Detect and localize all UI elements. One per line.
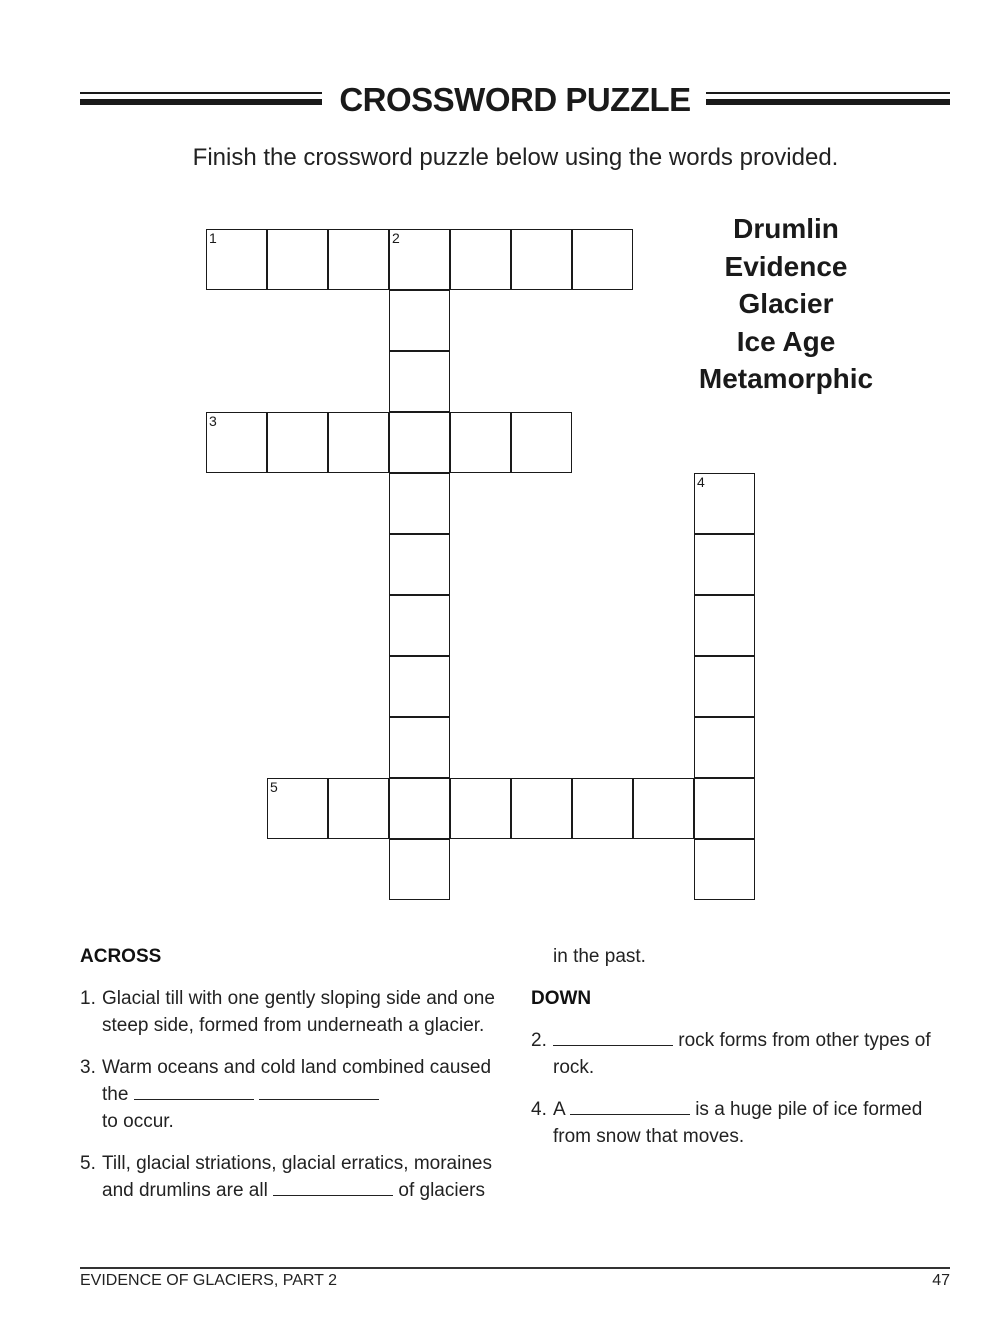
- crossword-cell[interactable]: [206, 412, 267, 473]
- footer-rule: [80, 1267, 950, 1269]
- crossword-cell[interactable]: [389, 595, 450, 656]
- crossword-cell[interactable]: [694, 534, 755, 595]
- clue-text-after: of glaciers: [398, 1180, 485, 1201]
- clue-number: 5: [270, 779, 278, 795]
- crossword-cell[interactable]: [267, 412, 328, 473]
- clue-number: 1: [209, 230, 217, 246]
- clue-text-continuation: in the past.: [553, 946, 646, 967]
- answer-blank[interactable]: [134, 1081, 254, 1100]
- clue-across-5-continued: [531, 943, 961, 970]
- across-heading: ACROSS: [80, 946, 162, 967]
- title-row: [80, 80, 950, 120]
- answer-blank[interactable]: [273, 1177, 393, 1196]
- clue-text-after: to occur.: [102, 1111, 174, 1132]
- clue-text-after: is a huge pile of ice formed from snow that moves.: [553, 1099, 923, 1147]
- crossword-cell[interactable]: [694, 595, 755, 656]
- crossword-cell[interactable]: [450, 229, 511, 290]
- clue-text-before: Warm oceans and cold land combined caused the: [102, 1057, 492, 1105]
- crossword-cell[interactable]: [511, 412, 572, 473]
- word-bank-item: Ice Age: [736, 325, 836, 357]
- crossword-cell[interactable]: [694, 717, 755, 778]
- clue-number: 2: [392, 230, 400, 246]
- crossword-cell[interactable]: [389, 717, 450, 778]
- answer-blank[interactable]: [553, 1027, 673, 1046]
- crossword-cell[interactable]: [389, 473, 450, 534]
- crossword-cell[interactable]: [511, 229, 572, 290]
- crossword-cell[interactable]: [328, 778, 389, 839]
- title-rule-right: [706, 92, 950, 106]
- clue-text: Glacial till with one gently sloping side and one steep side, formed from underneath a glacier.: [102, 988, 495, 1036]
- page-title: CROSSWORD PUZZLE: [339, 81, 691, 118]
- crossword-cell[interactable]: [389, 778, 450, 839]
- clue-down-4: 4. A is a huge pile of ice formed from snow that moves.: [531, 1096, 961, 1150]
- crossword-cell[interactable]: [389, 412, 450, 473]
- crossword-cell[interactable]: [206, 229, 267, 290]
- clue-number: 3: [209, 413, 217, 429]
- crossword-cell[interactable]: [572, 778, 633, 839]
- crossword-cell[interactable]: [267, 778, 328, 839]
- crossword-cell[interactable]: [328, 412, 389, 473]
- clue-text-before: Till, glacial striations, glacial erratics, moraines and drumlins are all: [102, 1153, 492, 1201]
- clue-across-5: 5. Till, glacial striations, glacial erratics, moraines and drumlins are all of glaciers: [80, 1153, 492, 1201]
- crossword-cell[interactable]: [389, 351, 450, 412]
- clue-down-2: 2. rock forms from other types of rock.: [531, 1027, 961, 1081]
- crossword-cell[interactable]: [694, 778, 755, 839]
- title-rule-left: [80, 92, 322, 106]
- crossword-cell[interactable]: [450, 412, 511, 473]
- crossword-cell[interactable]: [389, 534, 450, 595]
- crossword-cell[interactable]: [389, 229, 450, 290]
- crossword-cell[interactable]: [572, 229, 633, 290]
- clue-text-after: rock forms from other types of rock.: [553, 1030, 931, 1078]
- crossword-cell[interactable]: [450, 778, 511, 839]
- word-bank-item: Glacier: [738, 288, 834, 319]
- footer-section-title: EVIDENCE OF GLACIERS, PART 2: [80, 1272, 337, 1289]
- clues-column-left: [80, 943, 510, 1204]
- word-bank-item: Drumlin: [733, 213, 839, 244]
- crossword-cell[interactable]: [328, 229, 389, 290]
- down-heading: DOWN: [531, 988, 592, 1009]
- word-bank-item: Evidence: [724, 250, 848, 282]
- crossword-cell[interactable]: [694, 656, 755, 717]
- word-bank: [680, 210, 892, 398]
- clue-number: 4: [697, 474, 705, 490]
- clue-text-before: A: [553, 1099, 565, 1120]
- crossword-cell[interactable]: [389, 290, 450, 351]
- crossword-grid: [206, 229, 755, 900]
- crossword-cell[interactable]: [511, 778, 572, 839]
- crossword-cell[interactable]: [267, 229, 328, 290]
- word-bank-item: Metamorphic: [698, 363, 874, 394]
- crossword-cell[interactable]: [389, 656, 450, 717]
- page-number: 47: [932, 1272, 950, 1289]
- crossword-cell[interactable]: [389, 839, 450, 900]
- answer-blank[interactable]: [259, 1081, 379, 1100]
- crossword-cell[interactable]: [633, 778, 694, 839]
- crossword-cell[interactable]: [694, 839, 755, 900]
- clues-column-right: [531, 943, 961, 1150]
- instructions: Finish the crossword puzzle below using the words provided.: [192, 144, 839, 171]
- clue-across-1: 1. Glacial till with one gently sloping side and one steep side, formed from underneath a glacier.: [80, 988, 495, 1036]
- clue-across-3: 3. Warm oceans and cold land combined caused the to occur.: [80, 1057, 492, 1132]
- answer-blank[interactable]: [570, 1096, 690, 1115]
- crossword-cell[interactable]: [694, 473, 755, 534]
